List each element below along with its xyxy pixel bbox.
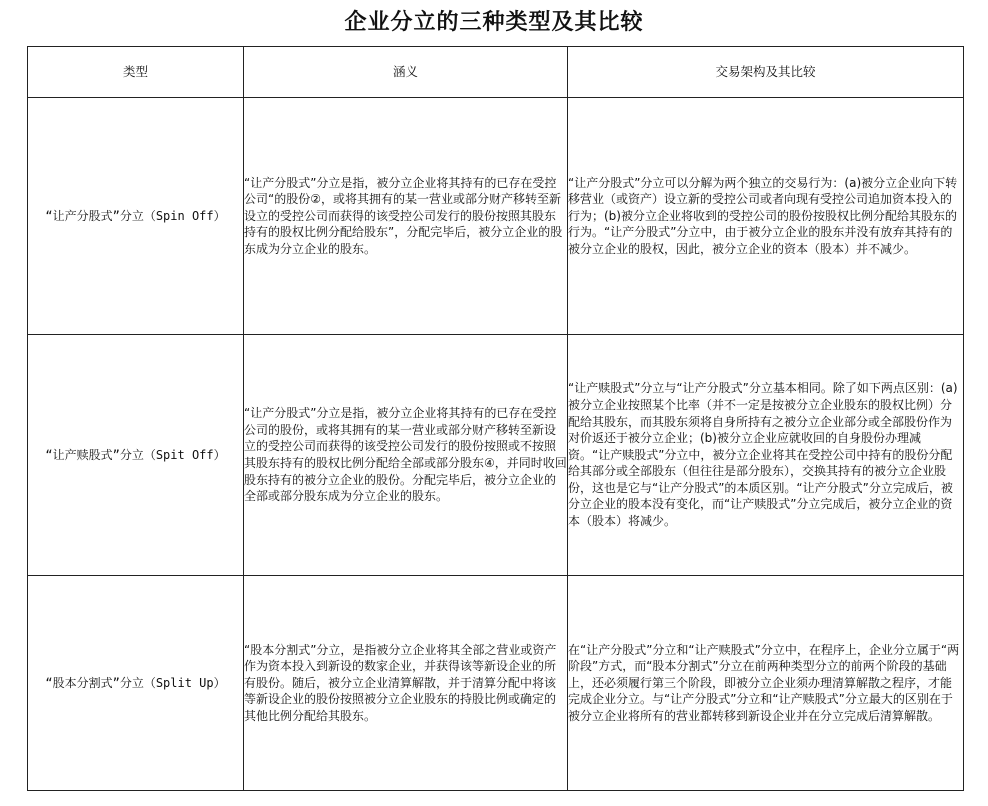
compare-cell: 在“让产分股式”分立和“让产赎股式”分立中，在程序上，企业分立属于“两阶段”方式，而“股本分割式”分立在前两种类型分立的前两个阶段的基础上，还必须履行第三个阶段，即被分立企业须办理清算解散之程序，才能完成企业分立。与“让产分股式”分立和“让产赎股式”分立最大的区别在于被分立企业将所有的营业都转移到新设企业并在分立完成后清算解散。 <box>568 576 964 791</box>
type-cell: “让产分股式”分立（Spin Off） <box>28 98 244 335</box>
table-row <box>28 335 964 576</box>
table-row <box>28 98 964 335</box>
header-structure-compare: 交易架构及其比较 <box>568 47 964 98</box>
header-meaning: 涵义 <box>244 47 568 98</box>
meaning-cell: “让产分股式”分立是指，被分立企业将其持有的已存在受控公司“的股份②，或将其拥有的某一营业或部分财产移转至新设立的受控公司而获得的该受控公司发行的股份按照其股东持有的股权比例分配给股东”，分配完毕后，被分立企业的股东成为分立企业的股东。 <box>244 98 568 335</box>
compare-cell: “让产赎股式”分立与“让产分股式”分立基本相同。除了如下两点区别：(a)被分立企业按照某个比率（并不一定是按被分立企业股东的股权比例）分配给其股东，而其股东须将自身所持有之被分立企业部分或全部股份作为对价返还于被分立企业；(b)被分立企业应就收回的自身股份办理减资。“让产赎股式”分立中，被分立企业将其在受控公司中持有的股份分配给其部分或全部股东（但往往是部分股东），交换其持有的被分立企业股份，这也是它与“让产分股式”的本质区别。“让产分股式”分立完成后，被分立企业的股本没有变化，而“让产赎股式”分立完成后，被分立企业的资本（股本）将减少。 <box>568 335 964 576</box>
header-type: 类型 <box>28 47 244 98</box>
page-title: 企业分立的三种类型及其比较 <box>344 10 644 35</box>
compare-cell: “让产分股式”分立可以分解为两个独立的交易行为：(a)被分立企业向下转移营业（或资产）设立新的受控公司或者向现有受控公司追加资本投入的行为；(b)被分立企业将收到的受控公司的股份按股权比例分配给其股东的行为。“让产分股式”分立中，由于被分立企业的股东并没有放弃其持有的被分立企业的股权，因此，被分立企业的资本（股本）并不减少。 <box>568 98 964 335</box>
meaning-cell: “股本分割式”分立，是指被分立企业将其全部之营业或资产作为资本投入到新设的数家企业，并获得该等新设企业的所有股份。随后，被分立企业清算解散，并于清算分配中将该等新设企业的股份按照被分立企业股东的持股比例或确定的其他比例分配给其股东。 <box>244 576 568 791</box>
table-header-row <box>28 47 964 98</box>
type-cell: “让产赎股式”分立（Spit Off） <box>28 335 244 576</box>
comparison-table <box>27 46 964 791</box>
type-cell: “股本分割式”分立（Split Up） <box>28 576 244 791</box>
table-row <box>28 576 964 791</box>
meaning-cell: “让产分股式”分立是指，被分立企业将其持有的已存在受控公司的股份，或将其拥有的某一营业或部分财产移转至新设立的受控公司而获得的该受控公司发行的股份按照或不按照其股东持有的股权比例分配给全部或部分股东④，并同时收回股东持有的被分立企业的股份。分配完毕后，被分立企业的全部或部分股东成为分立企业的股东。 <box>244 335 568 576</box>
